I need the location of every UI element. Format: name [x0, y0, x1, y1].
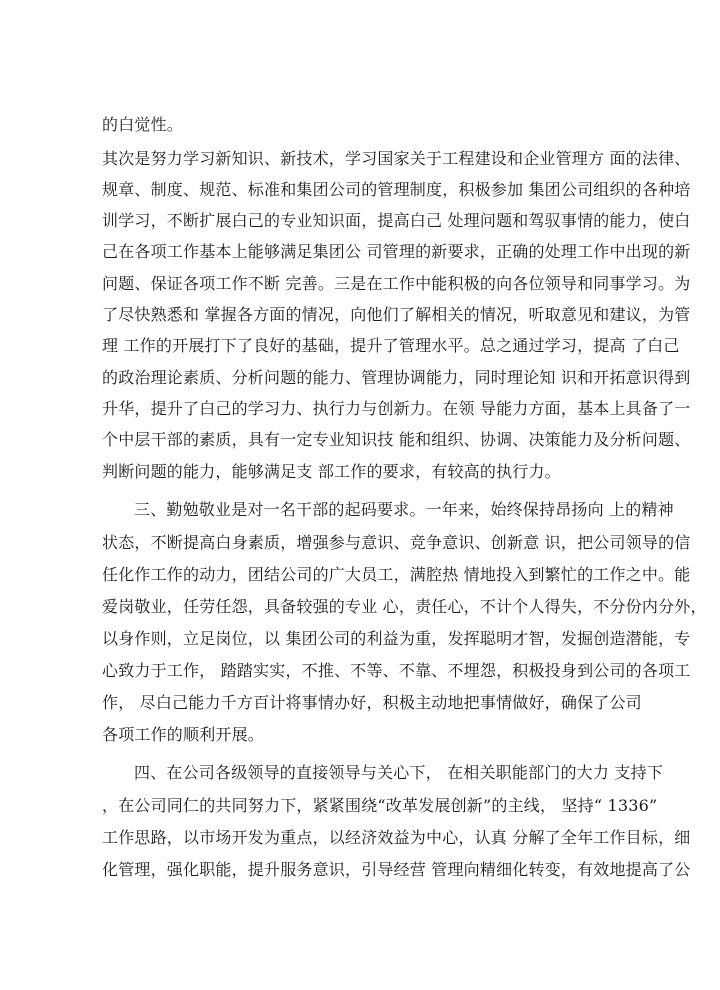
text-line: 四、在公司各级领导的直接领导与关心下， 在相关职能部门的大力 支持下 [134, 763, 663, 782]
text-line: 心致力于工作， 踏踏实实，不推、不等、不靠、不埋怨，积极投身到公司的各项工 [102, 661, 691, 680]
text-line: 其次是努力学习新知识、新技术，学习国家关于工程建设和企业管理方 面的法律、 [102, 149, 691, 168]
text-line: 各项工作的顺利开展。 [102, 725, 265, 744]
text-line: 判断问题的能力，能够满足支 部工作的要求，有较高的执行力。 [102, 462, 561, 481]
text-line: 规章、制度、规范、标准和集团公司的管理制度，积极参加 集团公司组织的各种培 [102, 180, 691, 199]
text-line: 任化作工作的动力，团结公司的广大员工，满腔热 情地投入到繁忙的工作之中。能 [102, 565, 691, 584]
text-line: 化管理，强化职能，提升服务意识，引导经营 管理向精细化转变，有效地提高了公 [102, 860, 691, 879]
text-line: 的白觉性。 [102, 115, 184, 134]
text-line: 问题、保证各项工作不断 完善。三是在工作中能积极的向各位领导和同事学习。为 [102, 274, 691, 293]
text-line: 爱岗敬业，任劳任怨，具备较强的专业 心，责任心，不计个人得失，不分份内分外， [102, 597, 707, 616]
text-line: 作， 尽白己能力千方百计将事情办好，积极主动地把事情做好，确保了公司 [102, 693, 642, 712]
text-line: 己在各项工作基本上能够满足集团公 司管理的新要求，正确的处理工作中出现的新 [102, 242, 691, 261]
text-line: 三、勤勉敬业是对一名干部的起码要求。一年来，始终保持昂扬向 上的精神 [134, 500, 674, 519]
text-line: 升华，提升了白己的学习力、执行力与创新力。在领 导能力方面，基本上具备了一 [102, 399, 691, 418]
text-line: 个中层干部的素质，具有一定专业知识技 能和组织、协调、决策能力及分析问题、 [102, 430, 691, 449]
text-line: ，在公司同仁的共同努力下，紧紧围绕“改革发展创新”的主线， 坚持“ 1336” [102, 796, 658, 815]
text-line: 以身作则，立足岗位，以 集团公司的利益为重，发挥聪明才智，发掘创造潜能，专 [102, 629, 691, 648]
text-line: 状态，不断提高白身素质，增强参与意识、竞争意识、创新意 识，把公司领导的信 [102, 533, 691, 552]
text-line: 工作思路，以市场开发为重点，以经济效益为中心，认真 分解了全年工作目标，细 [102, 828, 691, 847]
text-line: 了尽快熟悉和 掌握各方面的情况，向他们了解相关的情况，听取意见和建议，为管 [102, 305, 691, 324]
text-line: 理 工作的开展打下了良好的基础，提升了管理水平。总之通过学习，提高 了白己 [102, 336, 680, 355]
text-line: 训学习，不断扩展白己的专业知识面，提高白己 处理问题和驾驭事情的能力，使白 [102, 211, 691, 230]
text-line: 的政治理论素质、分析问题的能力、管理协调能力，同时理论知 识和开拓意识得到 [102, 368, 691, 387]
